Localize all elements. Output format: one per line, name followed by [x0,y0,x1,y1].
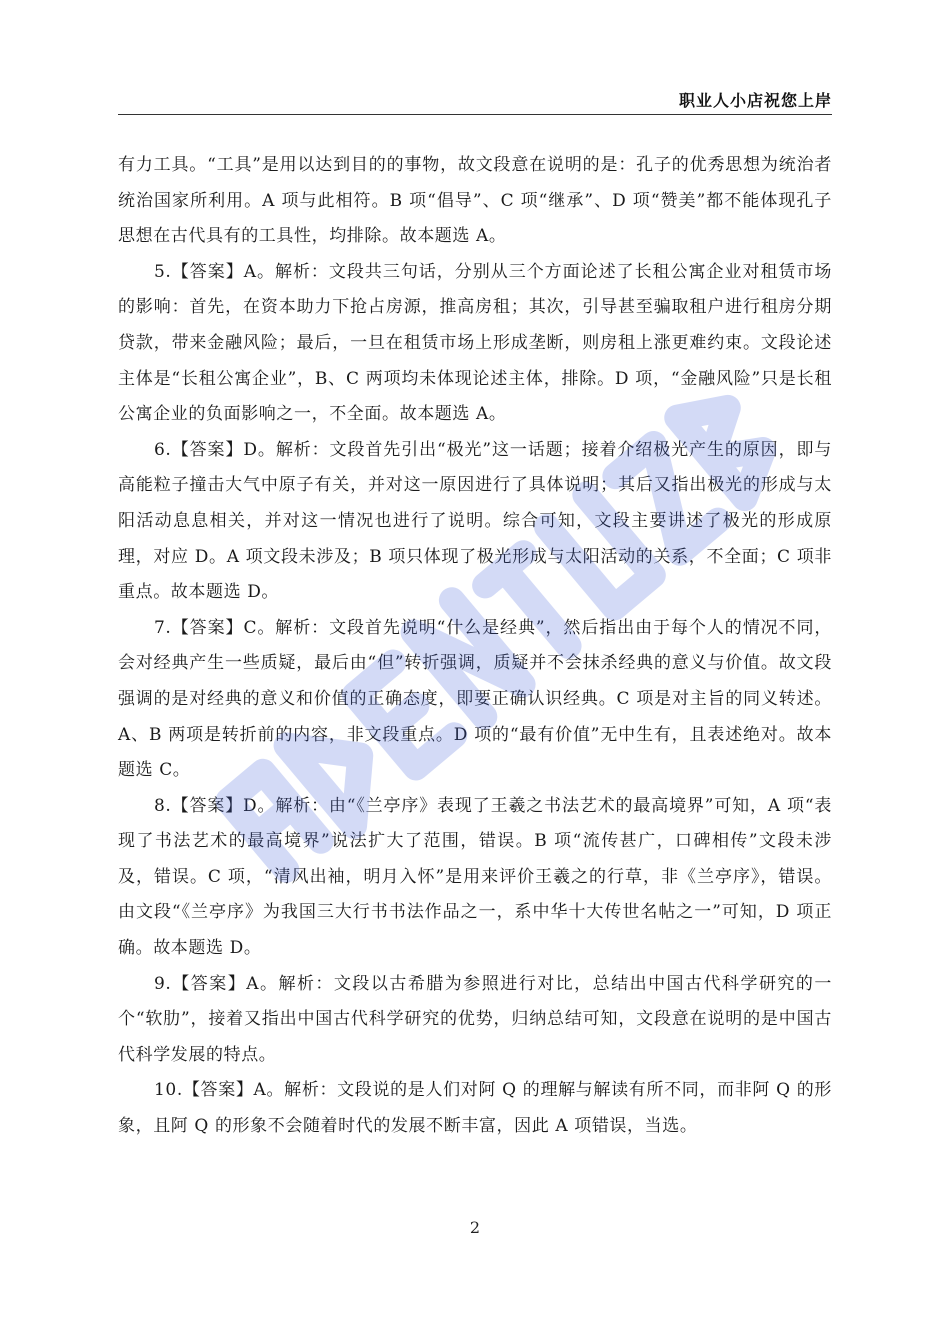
header-title: 职业人小店祝您上岸 [678,91,832,110]
page-number: 2 [469,1218,481,1237]
answer-paragraph-8: 8.【答案】D。解析：由“《兰亭序》表现了王羲之书法艺术的最高境界”可知，A 项“表现了书法艺术的最高境界”说法扩大了范围，错误。B 项“流传甚广，口碑相传”文段未涉及，错误。C 项，“清风出袖，明月入怀”是用来评价王羲之的行草，非《兰亭序》，错误。由文段“《兰亭序》为我国三大行书书法作品之一，系中华十大传世名帖之一”可知，D 项正确。故本题选 D。 [118,795,832,959]
header-divider [118,114,832,115]
answer-paragraph-9: 9.【答案】A。解析：文段以古希腊为参照进行对比，总结出中国古代科学研究的一个“软肋”，接着又指出中国古代科学研究的优势，归纳总结可知，文段意在说明的是中国古代科学发展的特点。 [118,973,832,1065]
document-body [118,148,832,1145]
answer-paragraph-7: 7.【答案】C。解析：文段首先说明“什么是经典”，然后指出由于每个人的情况不同，会对经典产生一些质疑，最后由“但”转折强调，质疑并不会抹杀经典的意义与价值。故文段强调的是对经典的意义和价值的正确态度，即要正确认识经典。C 项是对主旨的同义转述。A、B 两项是转折前的内容，非文段重点。D 项的“最有价值”无中生有，且表述绝对。故本题选 C。 [118,617,832,781]
answer-paragraph-5: 5.【答案】A。解析：文段共三句话，分别从三个方面论述了长租公寓企业对租赁市场的影响：首先，在资本助力下抢占房源，推高房租；其次，引导甚至骗取租户进行租房分期贷款，带来金融风险；最后，一旦在租赁市场上形成垄断，则房租上涨更难约束。文段论述主体是“长租公寓企业”，B、C 两项均未体现论述主体，排除。D 项，“金融风险”只是长租公寓企业的负面影响之一，不全面。故本题选 A。 [118,261,832,425]
page-header [118,88,832,114]
answer-paragraph-10: 10.【答案】A。解析：文段说的是人们对阿 Q 的理解与解读有所不同，而非阿 Q 的形象，且阿 Q 的形象不会随着时代的发展不断丰富，因此 A 项错误，当选。 [118,1080,832,1137]
paragraph-continuation: 有力工具。“工具”是用以达到目的的事物，故文段意在说明的是：孔子的优秀思想为统治者统治国家所利用。A 项与此相符。B 项“倡导”、C 项“继承”、D 项“赞美”都不能体现孔子思想在古代具有的工具性，均排除。故本题选 A。 [118,155,832,247]
answer-paragraph-6: 6.【答案】D。解析：文段首先引出“极光”这一话题；接着介绍极光产生的原因，即与高能粒子撞击大气中原子有关，并对这一原因进行了具体说明；其后又指出极光的形成与太阳活动息息相关，并对这一情况也进行了说明。综合可知，文段主要讲述了极光的形成原理，对应 D。A 项文段未涉及；B 项只体现了极光形成与太阳活动的关系，不全面；C 项非重点。故本题选 D。 [118,439,832,603]
